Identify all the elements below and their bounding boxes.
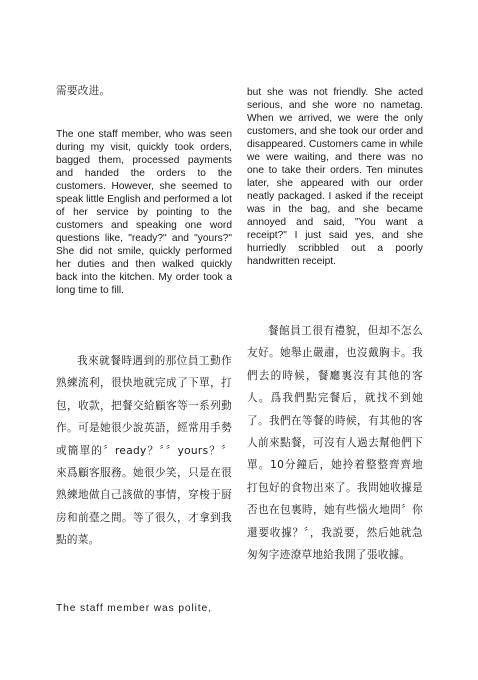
english-paragraph-continued: but she was not friendly. She acted serious, and she wore no nametag. When we arrived, we were the only customers, and she took our order and disappeared. Customers came in while we were waiting, and there was no one to take their orders. Ten minutes later, she appeared with our order neatly packaged. I asked if the receipt was in the bag, and she became annoyed and said, "You want a receipt?" I just said yes, and she hurriedly scribbled out a poorly handwritten receipt. [247, 87, 423, 267]
chinese-paragraph-staff: 我來就餐時遇到的那位員工動作熟練流利，很快地就完成了下單，打包，收款，把餐交給顧客等一系列動作。可是她很少說英語，經常用手勢或簡單的〞ready？〞〞yours？〞來爲顧客服務。她很少笑，只是在很熟練地做自己該做的事情，穿梭于厨房和前臺之間。等了很久，才拿到我點的菜。 [56, 355, 232, 547]
english-paragraph-staff: The one staff member, who was seen during my visit, quickly took orders, bagged them, processed payments and handed the orders to the customers. However, she seemed to speak little English and performed a lot of her service by pointing to the customers and speaking one word questions like, "ready?" and "yours?" She did not smile, quickly performed her duties and then walked quickly back into the kitchen. My order took a long time to fill. [56, 129, 232, 296]
chinese-paragraph-continued: 餐館員工很有禮貌，但却不怎么友好。她舉止嚴肅，也沒戴胸卡。我們去的時候，餐廳裏沒有其他的客人。爲我們點完餐后，就找不到她了。我們在等餐的時候，有其他的客人前來點餐，可沒有人過去幫他們下單。10分鐘后，她拎着整整齊齊地打包好的食物出來了。我問她收據是否也在包裏時，她有些惱火地問〞你還要收據？〞，我説要，然后她就急匆匆字迹潦草地給我開了張收據。 [247, 325, 423, 562]
chinese-fragment-top: 需要改进。 [56, 85, 111, 97]
english-fragment-bottom: The staff member was polite, [56, 603, 212, 614]
